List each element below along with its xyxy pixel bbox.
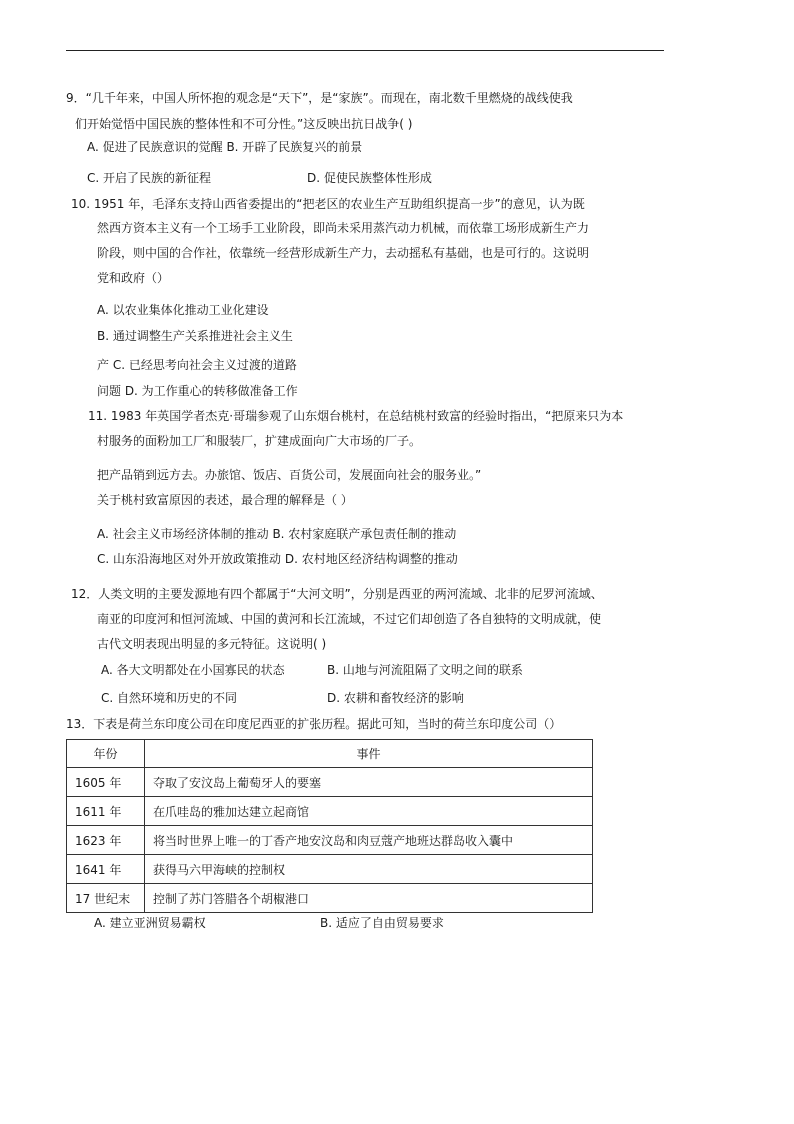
table-cell-year: 17 世纪末 [67, 884, 145, 913]
q13-option-a: A. 建立亚洲贸易霸权 [94, 916, 206, 930]
q11-stem-line-3: 把产品销到远方去。办旅馆、饭店、百货公司，发展面向社会的服务业。” [97, 468, 482, 482]
table-header-event: 事件 [145, 740, 593, 768]
table-cell-event: 获得马六甲海峡的控制权 [145, 855, 593, 884]
table-row [67, 884, 593, 913]
q12-option-a: A. 各大文明都处在小国寡民的状态 [101, 663, 285, 677]
table-header-year: 年份 [67, 740, 145, 768]
q11-options-cd: C. 山东沿海地区对外开放政策推动 D. 农村地区经济结构调整的推动 [97, 552, 458, 566]
q10-option-a: A. 以农业集体化推动工业化建设 [97, 303, 269, 317]
q10-option-b: B. 通过调整生产关系推进社会主义生 [97, 329, 293, 343]
q9-stem-line-2: 们开始觉悟中国民族的整体性和不可分性。”这反映出抗日战争( ) [75, 117, 413, 131]
q9-options-ab: A. 促进了民族意识的觉醒 B. 开辟了民族复兴的前景 [87, 140, 363, 154]
q11-stem-line-4: 关于桃村致富原因的表述，最合理的解释是（ ） [97, 493, 353, 507]
q9-option-d: D. 促使民族整体性形成 [307, 171, 432, 185]
q12-option-d: D. 农耕和畜牧经济的影响 [327, 691, 464, 705]
q10-option-c: 产 C. 已经思考向社会主义过渡的道路 [97, 358, 297, 372]
q9-stem-line-1: 9．“几千年来，中国人所怀抱的观念是“天下”，是“家族”。而现在，南北数千里燃烧的战线使我 [66, 91, 573, 105]
header-rule [66, 50, 664, 51]
q11-options-ab: A. 社会主义市场经济体制的推动 B. 农村家庭联产承包责任制的推动 [97, 527, 457, 541]
q11-stem-line-2: 村服务的面粉加工厂和服装厂，扩建成面向广大市场的厂子。 [97, 434, 422, 448]
q13-stem: 13．下表是荷兰东印度公司在印度尼西亚的扩张历程。据此可知，当时的荷兰东印度公司（） [66, 717, 562, 731]
q10-option-d: 问题 D. 为工作重心的转移做准备工作 [97, 384, 298, 398]
table-header-row [67, 740, 593, 768]
expansion-table [66, 739, 593, 913]
table-cell-year: 1605 年 [67, 768, 145, 797]
table-cell-year: 1611 年 [67, 797, 145, 826]
q12-stem-line-1: 12．人类文明的主要发源地有四个都属于“大河文明”，分别是西亚的两河流域、北非的尼罗河流域、 [71, 587, 603, 601]
table-cell-event: 夺取了安汶岛上葡萄牙人的要塞 [145, 768, 593, 797]
table-cell-event: 控制了苏门答腊各个胡椒港口 [145, 884, 593, 913]
table-cell-year: 1641 年 [67, 855, 145, 884]
q10-stem-line-2: 然西方资本主义有一个工场手工业阶段，即尚未采用蒸汽动力机械，而依靠工场形成新生产力 [97, 221, 590, 235]
q12-stem-line-2: 南亚的印度河和恒河流域、中国的黄河和长江流域，不过它们却创造了各自独特的文明成就，使 [97, 612, 602, 626]
table-cell-event: 在爪哇岛的雅加达建立起商馆 [145, 797, 593, 826]
q12-option-c: C. 自然环境和历史的不同 [101, 691, 238, 705]
q11-stem-line-1: 11. 1983 年英国学者杰克·哥瑞参观了山东烟台桃村，在总结桃村致富的经验时指出，“把原来只为本 [88, 409, 624, 423]
table-row [67, 826, 593, 855]
q9-option-c: C. 开启了民族的新征程 [87, 171, 212, 185]
q13-option-b: B. 适应了自由贸易要求 [320, 916, 444, 930]
q10-stem-line-3: 阶段，则中国的合作社，依靠统一经营形成新生产力，去动摇私有基础，也是可行的。这说明 [97, 246, 590, 260]
q12-option-b: B. 山地与河流阻隔了文明之间的联系 [327, 663, 523, 677]
table-row [67, 797, 593, 826]
table-row [67, 855, 593, 884]
q12-stem-line-3: 古代文明表现出明显的多元特征。这说明( ) [97, 637, 327, 651]
table-cell-event: 将当时世界上唯一的丁香产地安汶岛和肉豆蔻产地班达群岛收入囊中 [145, 826, 593, 855]
q10-stem-line-4: 党和政府（） [97, 271, 170, 285]
table-row [67, 768, 593, 797]
q10-stem-line-1: 10. 1951 年，毛泽东支持山西省委提出的“把老区的农业生产互助组织提高一步”的意见，认为既 [71, 197, 585, 211]
table-cell-year: 1623 年 [67, 826, 145, 855]
